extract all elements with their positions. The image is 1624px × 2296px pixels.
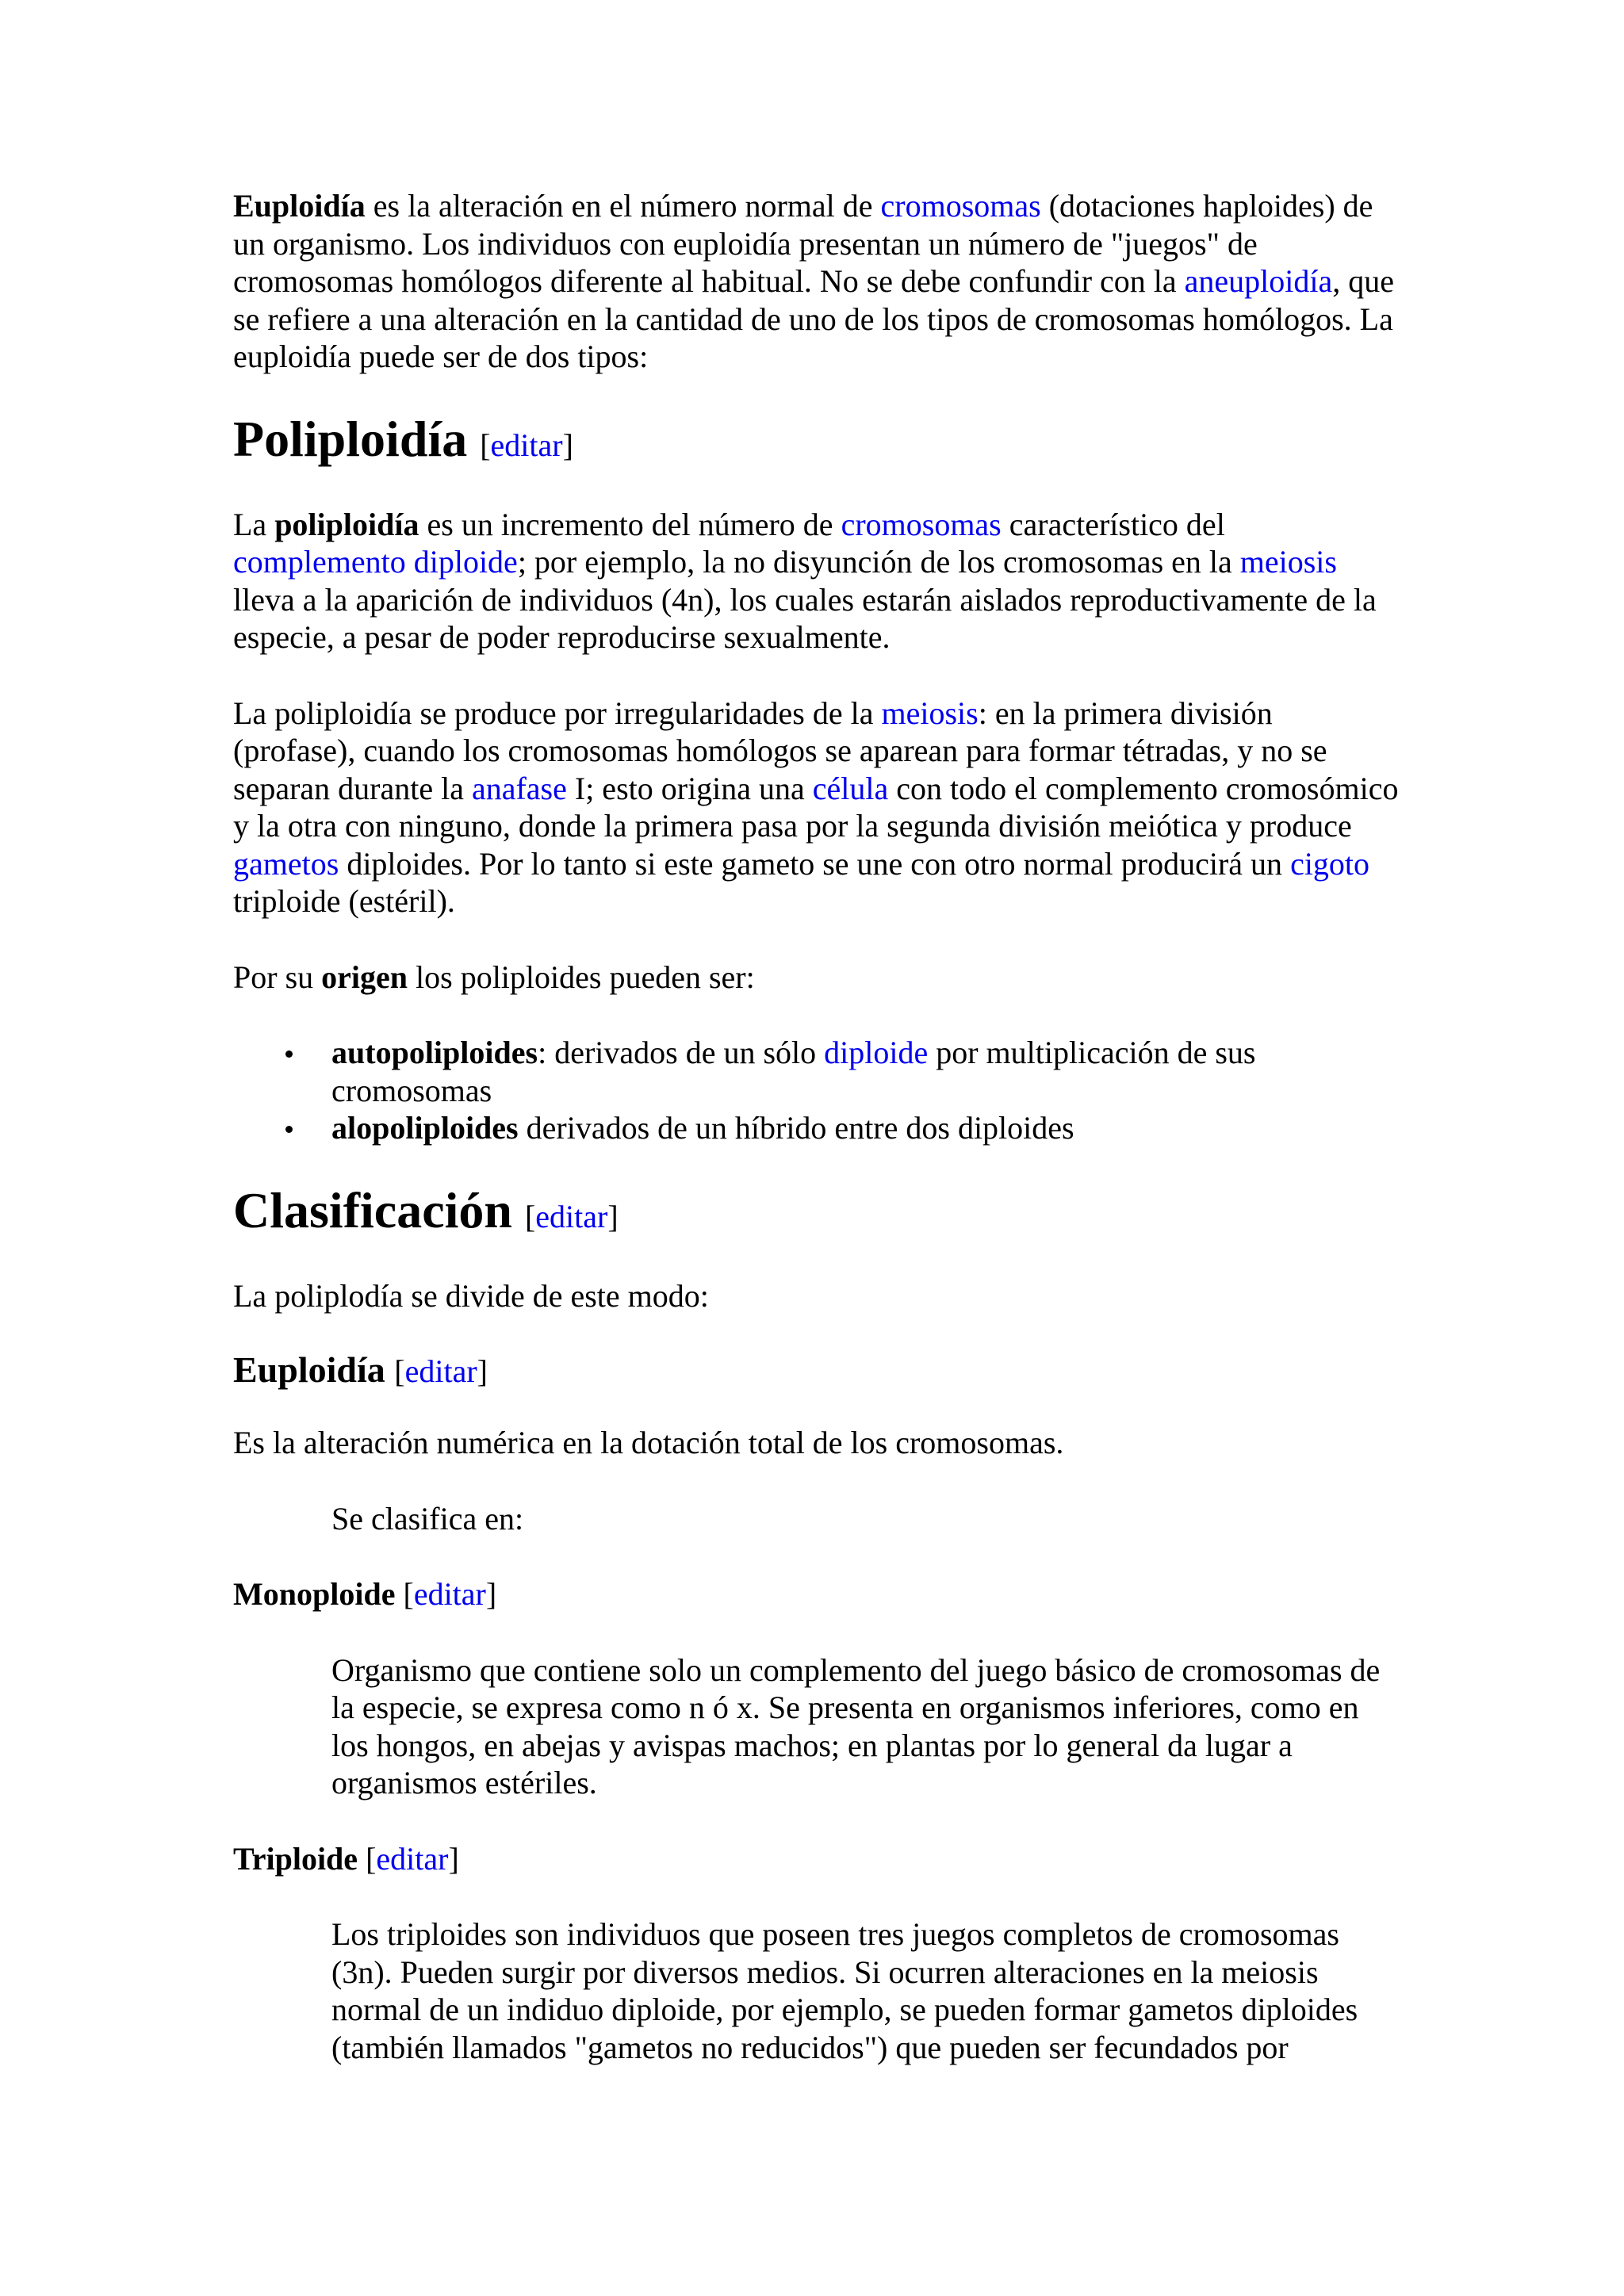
poliploidia-paragraph-2 (233, 695, 1399, 920)
origen-list (233, 1034, 1399, 1147)
heading-text: Triploide (233, 1840, 358, 1877)
text: Por su (233, 959, 322, 995)
poliploidia-paragraph-3 (233, 959, 1399, 997)
link-gametos[interactable]: gametos (233, 845, 339, 882)
text: La (233, 506, 275, 542)
link-aneuploidia[interactable]: aneuploidía (1184, 263, 1333, 299)
edit-section-link: [editar] (366, 1840, 459, 1877)
intro-paragraph (233, 187, 1399, 376)
list-item (233, 1109, 1399, 1147)
triploide-paragraph: Los triploides son individuos que poseen tres juegos completos de cromosomas (3n). Pueden surgir por diversos medios. Si ocurren alteraciones en la meiosis normal de un indiduo diploide, por ejemplo, se pueden formar gametos diploides (también llamados "gametos no reducidos") que pueden ser fecundados por (331, 1916, 1358, 2065)
clasificacion-paragraph: La poliplodía se divide de este modo: (233, 1277, 709, 1314)
list-item (233, 1034, 1399, 1109)
bullet-icon (285, 1050, 293, 1058)
text: con todo el complemento cromosómico y la otra con ninguno, donde la primera pasa por la segunda división meiótica y produce (233, 770, 1399, 844)
term-poliploidia: poliploidía (274, 506, 419, 542)
term-autopoliploides: autopoliploides (331, 1035, 538, 1070)
link-meiosis[interactable]: meiosis (881, 695, 979, 731)
euploidia-paragraph: Es la alteración numérica en la dotación total de los cromosomas. (233, 1425, 1064, 1460)
edit-link[interactable]: editar (376, 1840, 449, 1877)
intro-term: Euploidía (233, 188, 366, 224)
link-complemento-diploide[interactable]: complemento diploide (233, 544, 518, 580)
edit-section-link: [editar] (403, 1576, 497, 1612)
heading-text: Euploidía (233, 1349, 385, 1390)
text: diploides. Por lo tanto si este gameto se une con otro normal producirá un (339, 845, 1291, 882)
term-origen: origen (321, 959, 408, 995)
text: : en la primera división (profase), cuando los cromosomas homólogos se aparean para formar tétradas, y no se separan durante la (233, 695, 1327, 806)
text: La poliploidía se produce por irregularidades de la (233, 695, 882, 731)
heading-text: Poliploidía (233, 410, 468, 467)
heading-triploide (233, 1840, 1399, 1878)
intro-text: , que se refiere a una alteración en la cantidad de uno de los tipos de cromosomas homólogos. La euploidía puede ser de dos tipos: (233, 263, 1395, 374)
heading-monoploide (233, 1575, 1399, 1613)
heading-text: Monoploide (233, 1576, 396, 1612)
link-cromosomas[interactable]: cromosomas (880, 188, 1041, 224)
text: es un incremento del número de (419, 506, 841, 542)
edit-section-link: [editar] (394, 1353, 488, 1389)
monoploide-paragraph: Organismo que contiene solo un complemento del juego básico de cromosomas de la especie, se expresa como n ó x. Se presenta en organismos inferiores, como en los hongos, en abejas y avispas machos; en plantas por lo general da lugar a organismos estériles. (331, 1651, 1381, 1800)
text: por multiplicación de sus cromosomas (331, 1035, 1256, 1108)
bullet-icon (285, 1126, 293, 1133)
edit-section-link: [editar] (524, 1198, 619, 1234)
text: : derivados de un sólo (538, 1035, 825, 1070)
heading-clasificacion (233, 1182, 1399, 1246)
link-cigoto[interactable]: cigoto (1290, 845, 1370, 882)
text: I; esto origina una (566, 770, 813, 806)
edit-link[interactable]: editar (404, 1353, 477, 1389)
text: lleva a la aparición de individuos (4n), los cuales estarán aislados reproductivamente de la especie, a pesar de poder reproducirse sexualmente. (233, 581, 1377, 655)
edit-link[interactable]: editar (535, 1198, 608, 1234)
text: característico del (1001, 506, 1225, 542)
heading-poliploidia (233, 411, 1399, 474)
link-cromosomas[interactable]: cromosomas (841, 506, 1002, 542)
link-diploide[interactable]: diploide (824, 1035, 929, 1070)
text: triploide (estéril). (233, 883, 455, 919)
intro-text: es la alteración en el número normal de (365, 188, 881, 224)
article-body (233, 187, 1399, 2066)
link-meiosis[interactable]: meiosis (1239, 544, 1337, 580)
link-celula[interactable]: célula (812, 770, 889, 806)
heading-euploidia (233, 1349, 1399, 1392)
heading-text: Clasificación (233, 1181, 512, 1238)
edit-link[interactable]: editar (413, 1576, 486, 1612)
edit-link[interactable]: editar (490, 427, 563, 463)
intro-text: (dotaciones haploides) de un organismo. Los individuos con euploidía presentan un número de "juegos" de cromosomas homólogos diferente al habitual. No se debe confundir con la (233, 188, 1373, 299)
link-anafase[interactable]: anafase (471, 770, 567, 806)
term-alopoliploides: alopoliploides (331, 1110, 519, 1146)
poliploidia-paragraph-1 (233, 506, 1399, 656)
text: ; por ejemplo, la no disyunción de los cromosomas en la (517, 544, 1240, 580)
edit-section-link: [editar] (480, 427, 573, 463)
text: derivados de un híbrido entre dos diploides (518, 1110, 1074, 1146)
euploidia-indented-paragraph: Se clasifica en: (331, 1500, 524, 1536)
text: los poliploides pueden ser: (408, 959, 755, 995)
